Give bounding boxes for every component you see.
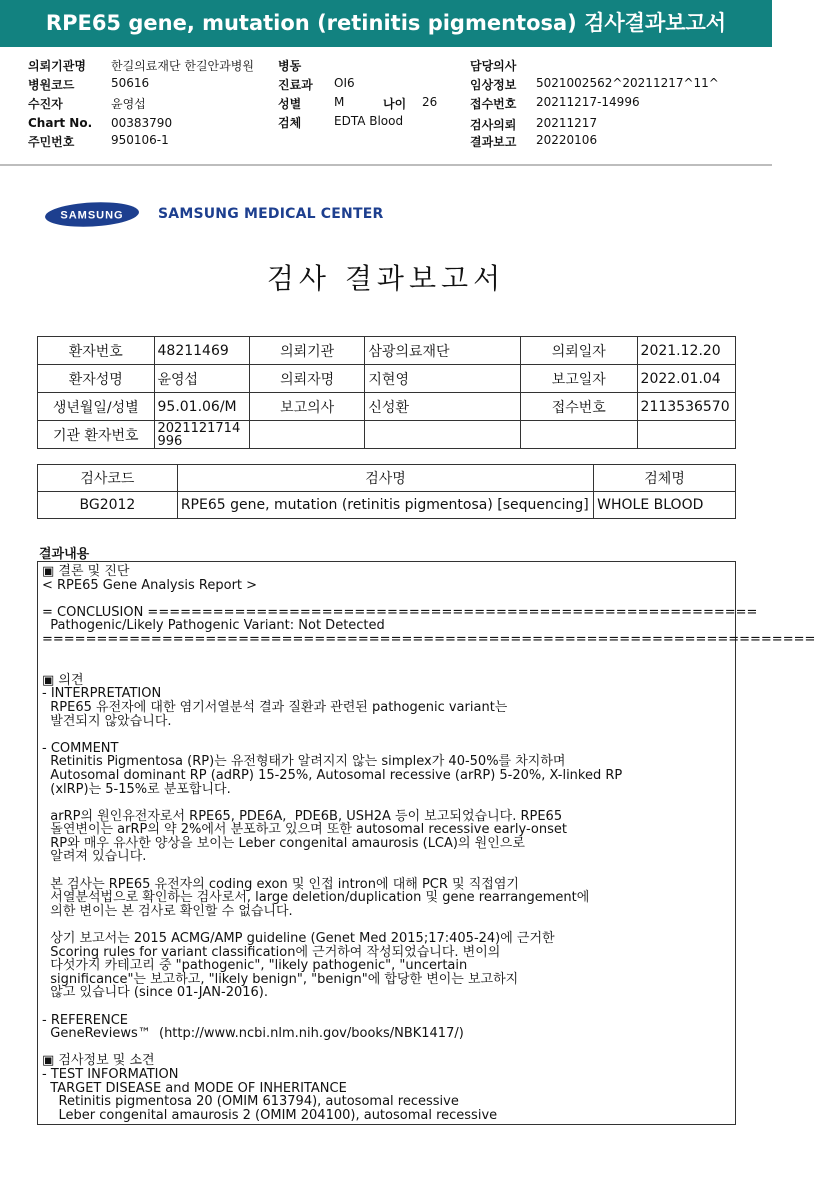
info-label: 병동 <box>278 59 302 73</box>
result-line <box>42 864 735 878</box>
result-line: TARGET DISEASE and MODE OF INHERITANCE <box>42 1080 347 1096</box>
table-row <box>38 365 736 393</box>
info-label: 주민번호 <box>28 135 75 149</box>
result-line: 돌연변이는 arRP의 약 2%에서 분포하고 있으며 또한 autosomal recessive early-onset <box>42 822 567 838</box>
samsung-logo <box>44 201 140 228</box>
info-value: 20220106 <box>536 133 598 147</box>
table-row <box>38 492 736 519</box>
table-cell: 48211469 <box>154 337 249 365</box>
result-line <box>42 647 735 661</box>
result-line: RPE65 유전자에 대한 염기서열분석 결과 질환과 관련된 pathogenic variant는 <box>42 699 508 715</box>
result-line: significance"는 보고하고, "likely benign", "benign"에 합당한 변이는 보고하지 <box>42 971 519 987</box>
info-label: Chart No. <box>28 116 93 130</box>
info-label: 의뢰기관명 <box>28 59 86 73</box>
result-line: Retinitis pigmentosa 20 (OMIM 613794), autosomal recessive <box>42 1094 459 1110</box>
table-cell <box>249 421 364 449</box>
result-line: - TEST INFORMATION <box>42 1066 179 1082</box>
info-label: 담당의사 <box>470 59 517 73</box>
table-cell: 신성환 <box>365 393 521 421</box>
hospital-name: SAMSUNG MEDICAL CENTER <box>158 206 384 222</box>
result-line: Leber congenital amaurosis 2 (OMIM 204100), autosomal recessive <box>42 1107 498 1123</box>
info-value: 윤영섭 <box>111 97 146 111</box>
table-cell: 지현영 <box>365 365 521 393</box>
info-label: 성별 <box>278 97 302 111</box>
result-line: < RPE65 Gene Analysis Report > <box>42 577 258 593</box>
table-cell: 의뢰자명 <box>249 365 364 393</box>
table-cell: BG2012 <box>38 492 178 519</box>
table-cell: 접수번호 <box>521 393 638 421</box>
result-line: Scoring rules for variant classification에 근거하여 작성되었습니다. 변이의 <box>42 944 501 960</box>
table-cell: 의뢰일자 <box>521 337 638 365</box>
result-line <box>42 796 735 810</box>
info-label: 임상정보 <box>470 78 517 92</box>
info-label: 결과보고 <box>470 135 517 149</box>
info-value: 50616 <box>111 76 150 90</box>
table-cell: 95.01.06/M <box>154 393 249 421</box>
result-line: - COMMENT <box>42 740 119 756</box>
report-title: 검사 결과보고서 <box>266 262 506 295</box>
result-line: 다섯가지 카테고리 중 "pathogenic", "likely pathogenic", "uncertain <box>42 958 468 974</box>
info-value: M <box>334 95 345 109</box>
table-cell: 윤영섭 <box>154 365 249 393</box>
info-label: 접수번호 <box>470 97 517 111</box>
table-row <box>38 393 736 421</box>
info-value: 한길의료재단 한길안과병원 <box>111 59 254 73</box>
info-value: EDTA Blood <box>334 114 404 128</box>
info-value: 26 <box>422 95 438 109</box>
info-value: 5021002562^20211217^11^ <box>536 76 719 90</box>
result-line <box>42 592 735 606</box>
result-line: Autosomal dominant RP (adRP) 15-25%, Autosomal recessive (arRP) 5-20%, X-linked RP <box>42 767 623 783</box>
result-line: ▣ 의견 <box>42 672 84 688</box>
info-value: OI6 <box>334 76 355 90</box>
info-value: 950106-1 <box>111 133 169 147</box>
result-line: 알려져 있습니다. <box>42 849 147 865</box>
result-line: ▣ 결론 및 진단 <box>42 564 130 579</box>
table-row <box>38 337 736 365</box>
result-line: GeneReviews™ (http://www.ncbi.nlm.nih.gov/books/NBK1417/) <box>42 1026 464 1042</box>
column-header: 검체명 <box>594 465 736 492</box>
table-header-row <box>38 465 736 492</box>
table-cell: 보고일자 <box>521 365 638 393</box>
result-content-box <box>37 561 815 1125</box>
table-cell: 환자번호 <box>38 337 155 365</box>
result-line <box>42 918 735 932</box>
request-info <box>0 50 772 160</box>
table-cell: 2021.12.20 <box>637 337 735 365</box>
result-line: = CONCLUSION ======================================================== <box>42 604 758 620</box>
table-cell: 2021121714996 <box>154 421 249 449</box>
section-divider <box>0 164 772 166</box>
info-label: 검사의뢰 <box>470 118 517 132</box>
info-value: 20211217-14996 <box>536 95 640 109</box>
info-value: 00383790 <box>111 116 173 130</box>
table-cell: 삼광의료재단 <box>365 337 521 365</box>
table-cell: 기관 환자번호 <box>38 421 155 449</box>
result-line: 서열분석법으로 확인하는 검사로서, large deletion/duplication 및 gene rearrangement에 <box>42 890 590 906</box>
logo-badge-text: SAMSUNG <box>60 209 124 222</box>
table-cell: WHOLE BLOOD <box>594 492 736 519</box>
result-line: 않고 있습니다 (since 01-JAN-2016). <box>42 985 269 1001</box>
report-header-title: RPE65 gene, mutation (retinitis pigmentosa) 검사결과보고서 <box>0 0 772 47</box>
info-label: 진료과 <box>278 78 313 92</box>
result-line: 의한 변이는 본 검사로 확인할 수 없습니다. <box>42 903 293 919</box>
table-cell: 2113536570 <box>637 393 735 421</box>
table-cell <box>521 421 638 449</box>
result-line: ▣ 검사정보 및 소견 <box>42 1053 155 1069</box>
table-cell <box>365 421 521 449</box>
result-line: Retinitis Pigmentosa (RP)는 유전형태가 알려지지 않는 simplex가 40-50%를 차지하며 <box>42 754 566 770</box>
info-label: 수진자 <box>28 97 63 111</box>
column-header: 검사코드 <box>38 465 178 492</box>
result-line: (xlRP)는 5-15%로 분포합니다. <box>42 781 231 797</box>
table-cell: 2022.01.04 <box>637 365 735 393</box>
info-label: 병원코드 <box>28 78 75 92</box>
table-cell: RPE65 gene, mutation (retinitis pigmentosa) [sequencing] <box>177 492 593 519</box>
result-text <box>42 564 815 1123</box>
result-line: 상기 보고서는 2015 ACMG/AMP guideline (Genet Med 2015;17:405-24)에 근거한 <box>42 931 555 947</box>
result-line <box>42 728 735 742</box>
table-row <box>38 421 736 449</box>
test-info-table <box>37 464 736 519</box>
table-cell: 환자성명 <box>38 365 155 393</box>
patient-info-table <box>37 336 736 449</box>
info-label: 검체 <box>278 116 302 130</box>
result-line: ======================================================================= <box>42 631 815 647</box>
table-cell <box>637 421 735 449</box>
result-line: Pathogenic/Likely Pathogenic Variant: Not Detected <box>42 618 385 634</box>
table-cell: 생년월일/성별 <box>38 393 155 421</box>
result-line <box>42 1000 735 1014</box>
column-header: 검사명 <box>177 465 593 492</box>
result-line: - REFERENCE <box>42 1012 129 1028</box>
result-section-label: 결과내용 <box>39 547 90 562</box>
info-label: 나이 <box>383 97 407 111</box>
result-line: arRP의 원인유전자로서 RPE65, PDE6A, PDE6B, USH2A 등이 보고되었습니다. RPE65 <box>42 808 563 824</box>
result-line <box>42 660 735 674</box>
result-line: 본 검사는 RPE65 유전자의 coding exon 및 인접 intron에 대해 PCR 및 직접염기 <box>42 876 519 892</box>
table-cell: 의뢰기관 <box>249 337 364 365</box>
result-line: 발견되지 않았습니다. <box>42 713 172 729</box>
table-cell: 보고의사 <box>249 393 364 421</box>
result-line: RP와 매우 유사한 양상을 보이는 Leber congenital amaurosis (LCA)의 원인으로 <box>42 835 525 851</box>
info-value: 20211217 <box>536 116 598 130</box>
result-line: - INTERPRETATION <box>42 686 162 702</box>
